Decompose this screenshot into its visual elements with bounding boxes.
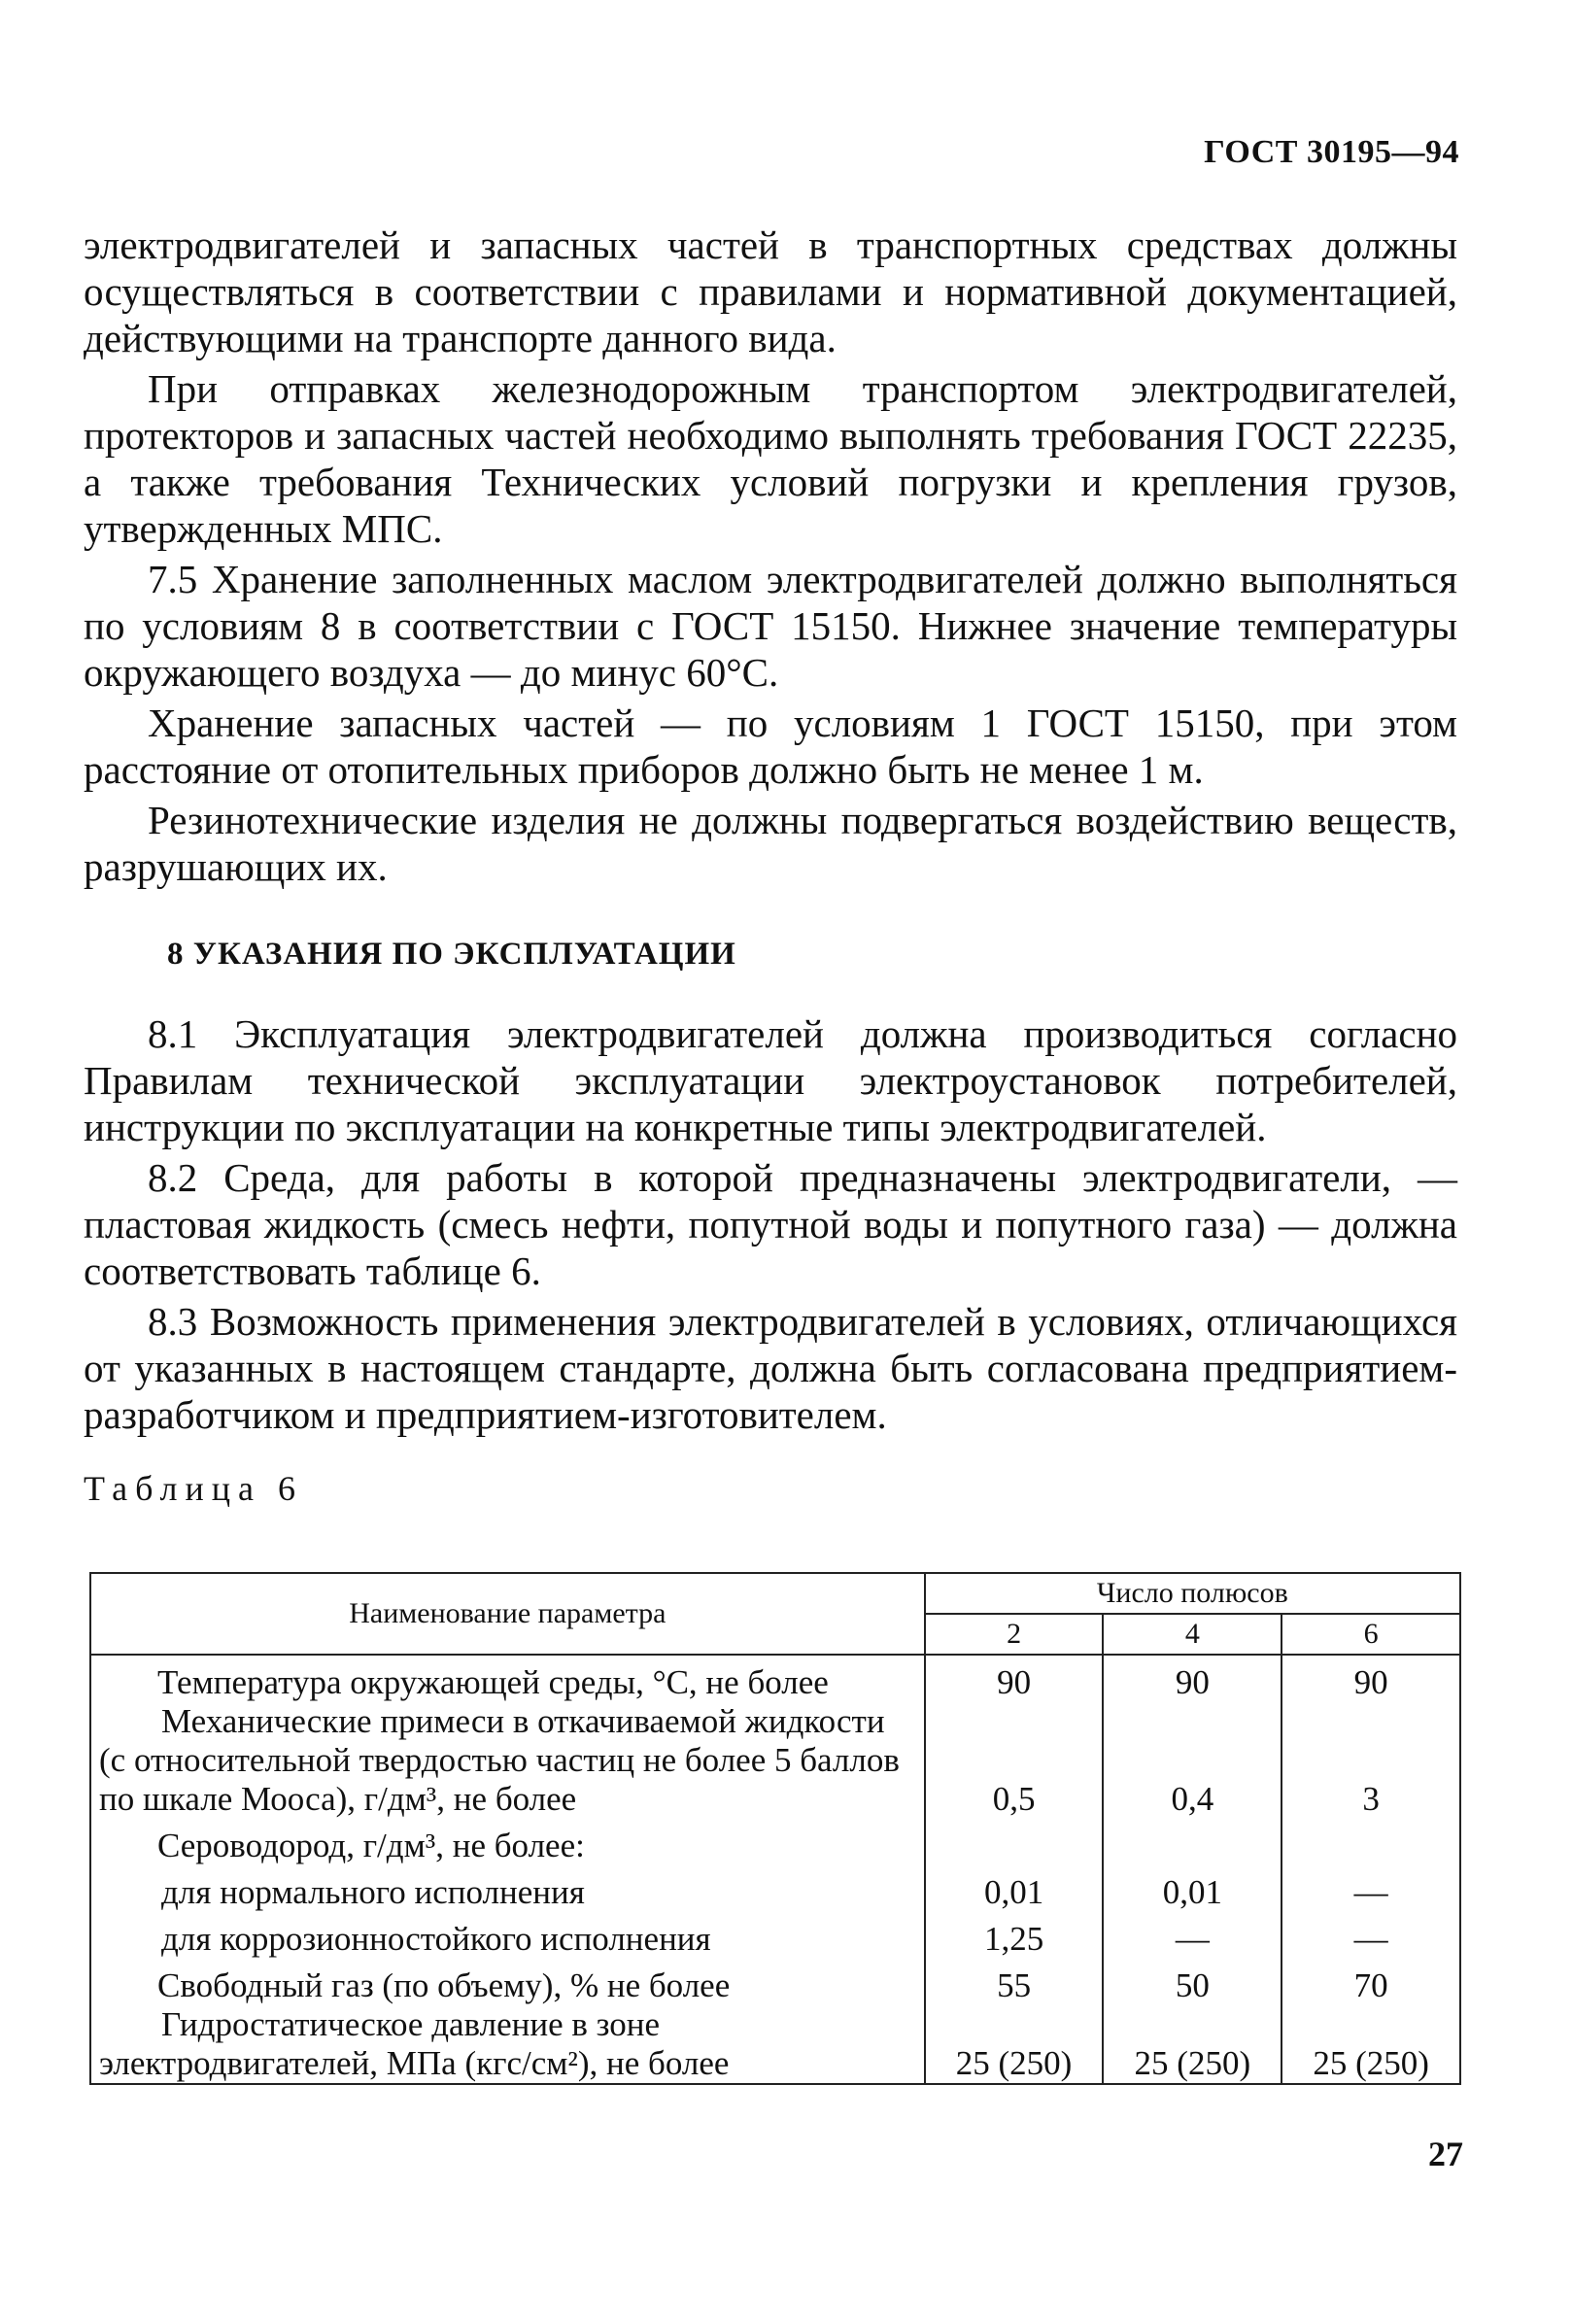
table-cell-value: — — [1103, 1912, 1282, 1959]
paragraph: 7.5 Хранение заполненных маслом электродвигателей должно выполняться по условиям 8 в соответствии с ГОСТ 15150. Нижнее значение температуры окружающего воздуха — до минус 60°С. — [84, 557, 1457, 695]
table-cell-name: Сероводород, г/дм³, не более: — [90, 1819, 925, 1865]
page-number: 27 — [1428, 2135, 1463, 2173]
table-cell-name: Гидростатическое давление в зоне электродвигателей, МПа (кгс/см²), не более — [90, 2005, 925, 2084]
table-row — [90, 1819, 1460, 1865]
table-row — [90, 1865, 1460, 1912]
table-cell-value: 70 — [1282, 1959, 1460, 2005]
table-cell-name: Механические примеси в откачиваемой жидкости (с относительной твердостью частиц не более 5 баллов по шкале Мооса), г/дм³, не более — [90, 1702, 925, 1819]
table-row — [90, 1702, 1460, 1819]
table-cell-value: 0,01 — [925, 1865, 1104, 1912]
paragraph: Резинотехнические изделия не должны подвергаться воздействию веществ, разрушающих их. — [84, 798, 1457, 889]
table-cell-name: для нормального исполнения — [90, 1865, 925, 1912]
paragraph: Хранение запасных частей — по условиям 1 ГОСТ 15150, при этом расстояние от отопительных приборов должно быть не менее 1 м. — [84, 701, 1457, 792]
table-cell-value: 25 (250) — [1282, 2005, 1460, 2084]
section-title: 8 УКАЗАНИЯ ПО ЭКСПЛУАТАЦИИ — [167, 937, 736, 972]
paragraph: 8.1 Эксплуатация электродвигателей должна производиться согласно Правилам технической эксплуатации электроустановок потребителей, инструкции по эксплуатации на конкретные типы электродвигателей. — [84, 1011, 1457, 1149]
table-cell-value — [1103, 1819, 1282, 1865]
parameters-table — [89, 1572, 1461, 2085]
table-cell-name: Свободный газ (по объему), % не более — [90, 1959, 925, 2005]
table-cell-value: 55 — [925, 1959, 1104, 2005]
table-cell-value: 90 — [1103, 1655, 1282, 1702]
table-cell-value: 0,5 — [925, 1702, 1104, 1819]
table-cell-value: 1,25 — [925, 1912, 1104, 1959]
table-row — [90, 1959, 1460, 2005]
column-header-pole-count: 6 — [1282, 1614, 1460, 1655]
table-cell-value — [925, 1819, 1104, 1865]
column-header-pole-count: 4 — [1103, 1614, 1282, 1655]
column-header-pole-count: 2 — [925, 1614, 1104, 1655]
table-cell-name: Температура окружающей среды, °С, не более — [90, 1655, 925, 1702]
table-caption: Таблица 6 — [84, 1469, 303, 1508]
column-header-poles: Число полюсов — [925, 1573, 1460, 1614]
paragraph: При отправках железнодорожным транспортом электродвигателей, протекторов и запасных частей необходимо выполнять требования ГОСТ 22235, а также требования Технических условий погрузки и крепления грузов, утвержденных МПС. — [84, 366, 1457, 551]
column-header-parameter: Наименование параметра — [90, 1573, 925, 1655]
document-header: ГОСТ 30195—94 — [1204, 134, 1459, 170]
table-cell-value: 25 (250) — [1103, 2005, 1282, 2084]
table-cell-name: для коррозионностойкого исполнения — [90, 1912, 925, 1959]
paragraph: электродвигателей и запасных частей в транспортных средствах должны осуществляться в соответствии с правилами и нормативной документацией, действующими на транспорте данного вида. — [84, 222, 1457, 360]
table-cell-value: — — [1282, 1912, 1460, 1959]
table-cell-value — [1282, 1819, 1460, 1865]
table-cell-value: 3 — [1282, 1702, 1460, 1819]
table-row — [90, 1912, 1460, 1959]
document-body — [84, 222, 1457, 1510]
table-row — [90, 2005, 1460, 2084]
table-cell-value: 0,01 — [1103, 1865, 1282, 1912]
table-row — [90, 1655, 1460, 1702]
table-cell-value: 25 (250) — [925, 2005, 1104, 2084]
paragraph: 8.3 Возможность применения электродвигателей в условиях, отличающихся от указанных в настоящем стандарте, должна быть согласована предприятием-разработчиком и предприятием-изготовителем. — [84, 1299, 1457, 1437]
table-cell-value: 0,4 — [1103, 1702, 1282, 1819]
table-cell-value: 90 — [1282, 1655, 1460, 1702]
table-cell-value: 90 — [925, 1655, 1104, 1702]
paragraph: 8.2 Среда, для работы в которой предназначены электродвигатели, — пластовая жидкость (смесь нефти, попутной воды и попутного газа) — должна соответствовать таблице 6. — [84, 1155, 1457, 1293]
table-cell-value: 50 — [1103, 1959, 1282, 2005]
table-cell-value: — — [1282, 1865, 1460, 1912]
